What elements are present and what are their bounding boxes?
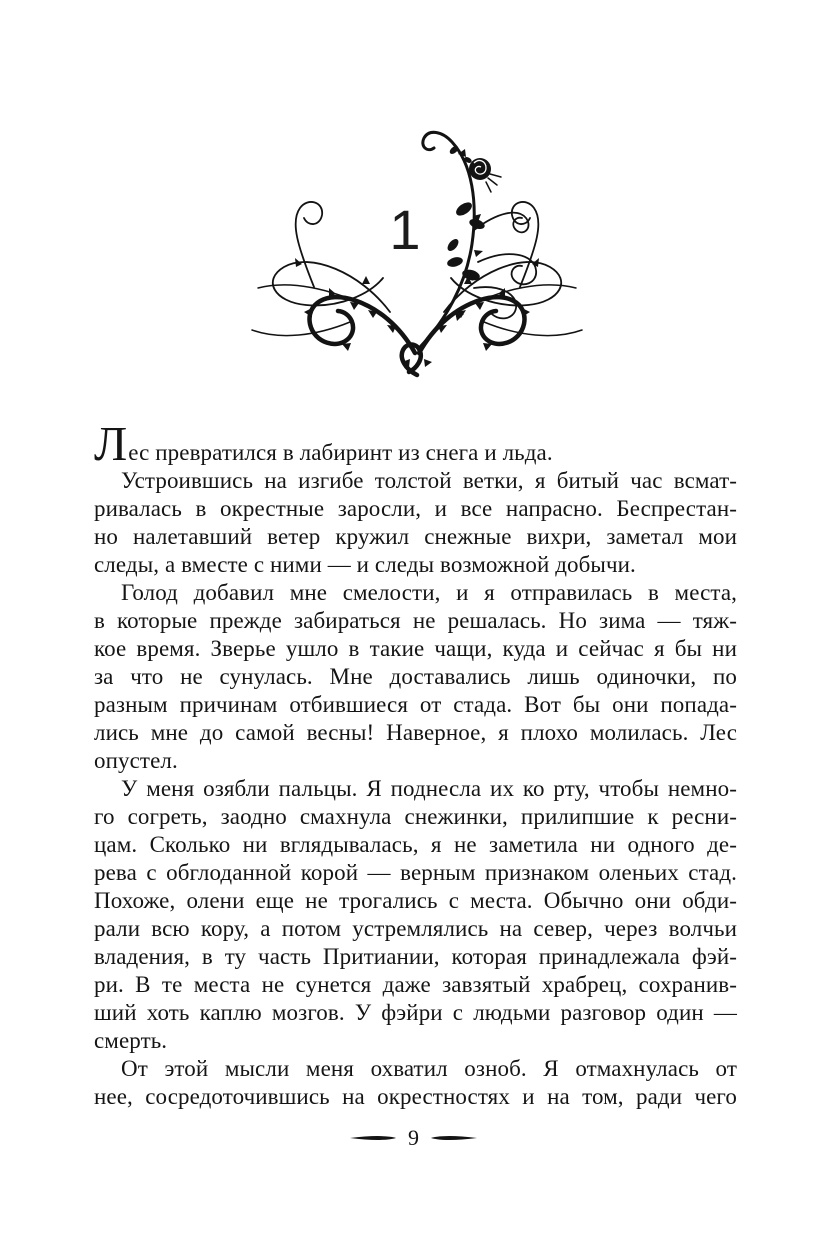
text-line: ривалась в окрестные заросли, и все напрасно. Беспрестан- <box>94 496 737 521</box>
paragraph <box>94 1056 737 1112</box>
text-line: го согреть, заодно смахнула снежинки, прилипшие к ресни- <box>94 804 737 829</box>
text-line: Голод добавил мне смелости, и я отправилась в места, <box>121 580 737 605</box>
paragraph <box>94 580 737 776</box>
text-line-content: ес превратился в лабиринт из снега и льда. <box>128 440 553 465</box>
text-line: лись мне до самой весны! Наверное, я плохо молилась. Лес <box>94 720 737 745</box>
paragraph <box>94 416 737 471</box>
text-line: ри. В те места не сунется даже завзятый храбрец, сохранив- <box>94 972 737 997</box>
page-footer <box>0 1126 827 1150</box>
text-line: в которые прежде забираться не решалась. Но зима — тяж- <box>94 608 737 633</box>
rose-icon <box>469 158 491 180</box>
chapter-number: 1 <box>389 198 421 261</box>
text-line: владения, в ту часть Притиании, которая принадлежала фэй- <box>94 944 737 969</box>
page-number-rule-right-icon <box>431 1134 477 1142</box>
text-line: У меня озябли пальцы. Я поднесла их ко рту, чтобы немно- <box>121 776 737 801</box>
text-line: за что не сунулась. Мне доставались лишь одиночки, по <box>94 664 737 689</box>
text-line: кое время. Зверье ушло в такие чащи, куда и сейчас я бы ни <box>94 636 737 661</box>
text-line: следы, а вместе с ними — и следы возможной добычи. <box>94 552 636 577</box>
text-line: Похоже, олени еще не трогались с места. Обычно они обди- <box>94 888 737 913</box>
body-text <box>94 416 737 1112</box>
text-line: разным причинам отбившиеся от стада. Вот бы они попада- <box>94 692 737 717</box>
text-line: рали всю кору, а потом устремлялись на север, через волчьи <box>94 916 737 941</box>
text-line: От этой мысли меня охватил озноб. Я отмахнулась от <box>121 1056 737 1081</box>
text-line: ший хоть каплю мозгов. У фэйри с людьми разговор один — <box>94 1000 737 1025</box>
text-line: рева с обглоданной корой — верным признаком оленьих стад. <box>94 860 737 885</box>
text-line: смерть. <box>94 1028 168 1053</box>
paragraph <box>94 468 737 580</box>
page-number-rule-left-icon <box>350 1134 396 1142</box>
text-line: но налетавший ветер кружил снежные вихри, заметал мои <box>94 524 737 549</box>
drop-cap: Л <box>94 416 129 471</box>
text-line: цам. Сколько ни вглядывалась, я не заметила ни одного де- <box>94 832 737 857</box>
text-line: нее, сосредоточившись на окрестностях и на том, ради чего <box>94 1084 737 1109</box>
text-line: Устроившись на изгибе толстой ветки, я битый час всмат- <box>121 468 737 493</box>
page-number: 9 <box>408 1125 419 1150</box>
text-line <box>94 416 737 471</box>
paragraph <box>94 776 737 1056</box>
text-line: опустел. <box>94 748 178 773</box>
